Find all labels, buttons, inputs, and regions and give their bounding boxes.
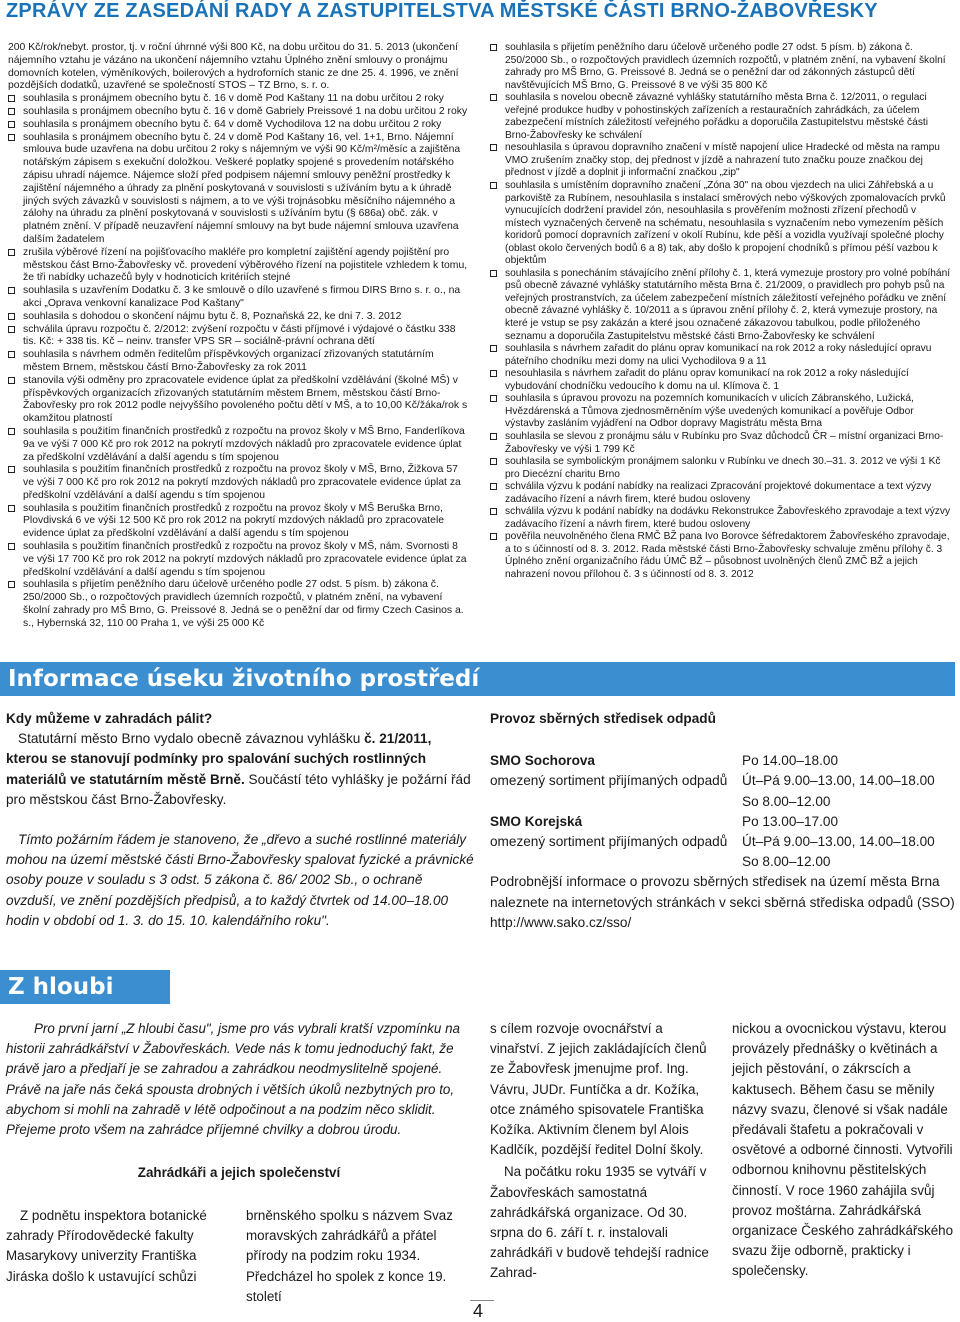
right-resolution-list (490, 42, 954, 582)
right-item-text: souhlasila se slevou z pronájmu sálu v Rubínku pro Svaz důchodců ČR – místní organizaci Brno-Žabovřesky ve výši 1 799 Kč (505, 430, 944, 455)
right-column (490, 42, 954, 582)
left-item-text: zrušila výběrové řízení na pojišťovacího makléře pro kompletní zajištění agendy pojištění pro městskou část Brno-Žabovřesky vč. provedení výběrového řízení na pojistitele vzhledem k tomu, že tři nabídky uchazečů byly v hodnoticích kritériích stejné (23, 246, 468, 284)
smo2-hours-3: So 8.00–12.00 (742, 854, 831, 870)
history-intro: Pro první jarní „Z hloubi času", jsme pro vás vybrali kratší vzpomínku na historii zahrádkářství v Žabovřeskách. Vede nás k tomu jednoduchý fakt, že právě jaro a předjaří je se zahradou a zahrádkou neodmyslitelně spojené. Právě na jaře nás čeká spousta drobných i větších úkolů nezbytných pro to, abychom si mohli na zahradě v létě odpočinout a na podzim něco sklidit. Přejeme proto všem na zahrádce příjemné chvilky a dobrou úrodu. (6, 1021, 460, 1138)
smo1-hours-1: Po 14.00–18.00 (742, 753, 838, 769)
env-banner-text: Informace úseku životního prostředí (8, 666, 480, 692)
left-item (8, 285, 471, 311)
checkbox-bullet-icon (490, 144, 497, 151)
smo2-desc: omezený sortiment přijímaných odpadů (490, 834, 728, 850)
smo2-hours-2: Út–Pá 9.00–13.00, 14.00–18.00 (742, 834, 935, 850)
left-item-text: souhlasila s uzavřením Dodatku č. 3 ke smlouvě o dílo uzavřené s firmou DIRS Brno s. r. o., na akci „Oprava venkovní kanalizace Pod Kaštany" (23, 285, 461, 309)
checkbox-bullet-icon (490, 270, 497, 277)
env-p1-c: Součástí této vyhlášky je požární řád pro městskou část Brno-Žabovřesky. (6, 771, 471, 807)
right-item-text: souhlasila s úpravou provozu na pozemních komunikacích v ulicích Zábranského, Lužická, Hvězdárenská a Tůmova zjednosměrněním výše uvedených komunikací a pověřuje Odbor výstavby zasláním vyjádření na Odbor dopravy Magistrátu města Brna (505, 393, 914, 430)
checkbox-bullet-icon (490, 483, 497, 490)
right-item-text: schválila výzvu k podání nabídky na dodávku Rekonstrukce Žabovřeského zpravodaje a text výzvy zadávacího řízení a návrh firem, které budou osloveny (505, 506, 951, 530)
smo1-name: SMO Sochorova (490, 753, 595, 769)
right-item-text: souhlasila se symbolickým pronájmem salonku v Rubínku ve dnech 30.–31. 3. 2012 ve výši 1 Kč pro Diecézní charitu Brno (505, 456, 941, 480)
checkbox-bullet-icon (490, 395, 497, 402)
left-item (8, 541, 471, 579)
intro-paragraph: 200 Kč/rok/nebyt. prostor, tj. v roční úhrnné výši 800 Kč, na dobu určitou do 31. 5. 2013 (ukončení nájemního vztahu je vázáno na ukončení nájemního vztahu Úplného znění smlouvy o pronájmu domovních kotelen, výměníkových, boilerových a hydroforních stanic ze dne 25. 4. 1996, ve znění pozdějších dodatků, uzavřené se společností STOS – TZ Brno, s. r. o. (8, 42, 459, 92)
env-p1-a: Statutární město Brno vydalo obecně závaznou vyhlášku (18, 731, 365, 747)
right-item (490, 180, 954, 268)
right-item-text: nesouhlasila s návrhem zařadit do plánu oprav komunikací na rok 2012 a roky následující vybudování chodníčku vedoucího k domu na ul. Klímova č. 1 (505, 368, 909, 392)
left-item-text: souhlasila s použitím finančních prostředků z rozpočtu na provoz školy v MŠ Brno, Fanderlíkova 9a ve výši 7 000 Kč pro rok 2012 na pokrytí mzdových nákladů pro zpracovatele evidence úplat za předškolní vzdělávání a další agendu s tím spojenou (23, 425, 465, 463)
right-item-text: souhlasila s umístěním dopravního značení „Zóna 30" na obou vjezdech na ulici Záhřebská a u parkoviště za Rubínem, nesouhlasila s instalací směrových nebo výškových zpomalovacích prvků vynucujících dodržení pravidel zón, nesouhlasila s prověřením možnosti zřízení přechodů v místech vyznačených červeně na schématu, nesouhlasila s vyznačením nebo vymezením pěších koridorů pomocí dopravních zařízení v okolí Rubínu, kde pěší a vozidla využívají společné plochy (oblast okolo červených bodů 6 a 8) tak, aby došlo k propojení chodníků s přímou péší vazbou k objektům (505, 180, 946, 267)
waste-more-info: Podrobnější informace o provozu sběrných středisek na území města Brna naleznete na internetových stránkách v sekci sběrná střediska odpadů (SSO) http://www.sako.cz/sso/ (490, 874, 955, 930)
right-item-text: souhlasila s novelou obecně závazné vyhlášky statutárního města Brna č. 12/2011, o regulaci veřejné produkce hudby v pohostinských zařízeních a restauračních zahrádkách, za účelem zabezpečení místních záležitostí veřejného pořádku a doporučila Zastupitelstvu městské části Brno-Žabovřesky ke schválení (505, 92, 929, 141)
left-item (8, 579, 471, 630)
checkbox-bullet-icon (490, 182, 497, 189)
right-item-text: souhlasila s návrhem zařadit do plánu oprav komunikací na rok 2012 a roky následující opravu páteřního chodníku mezi domy na ulici Vychodilova 9 a 11 (505, 343, 932, 367)
env-left (6, 709, 476, 931)
left-item-text: souhlasila s použitím finančních prostředků z rozpočtu na provoz školy v MŠ, nám. Svornosti 8 ve výši 17 700 Kč pro rok 2012 na pokrytí mzdových nákladů pro zpracovatele evidence úplat za předškolní vzdělávání a další agendu s tím spojenou (23, 541, 467, 578)
smo1-hours-2: Út–Pá 9.00–13.00, 14.00–18.00 (742, 773, 935, 789)
left-item-text: souhlasila s dohodou o skončení nájmu bytu č. 8, Poznaňská 22, ke dni 7. 3. 2012 (23, 310, 402, 322)
smo2-hours-1: Po 13.00–17.00 (742, 813, 838, 829)
left-item (8, 93, 471, 106)
history-col-1: Z podnětu inspektora botanické zahrady Přírodovědecké fakulty Masarykovy univerzity Františka Jiráska došlo k ustavující schůzi (6, 1208, 207, 1284)
env-p1-b: č. 21/2011, kterou se stanovují podmínky pro spalování suchých rostlinných materiálů ve statutárním městě Brně. (6, 731, 432, 787)
left-item-text: souhlasila s použitím finančních prostředků z rozpočtu na provoz školy v MŠ, Brno, Žižkova 57 ve výši 7 000 Kč pro rok 2012 na pokrytí mzdových nákladů pro zpracovatele evidence úplat za předškolní vzdělávání a další agendu s tím spojenou (23, 464, 461, 501)
env-paragraph-2: Tímto požárním řádem je stanoveno, že „dřevo a suché rostlinné materiály mohou na území městské části Brno-Žabovřesky spalovat fyzické a právnické osoby pouze v souladu s 3 odst. 5 zákona č. 86/ 2002 Sb., o ochraně ovzduší, ve znění pozdějších předpisů, a to každý čtvrtek od 14.00–18.00 hodin v období od 1. 3. do 15. 10. kalendářního roku". (6, 832, 474, 928)
right-item (490, 42, 954, 92)
checkbox-bullet-icon (490, 433, 497, 440)
env-right (490, 709, 956, 933)
checkbox-bullet-icon (8, 108, 15, 115)
env-paragraph-1 (6, 729, 476, 810)
left-item (8, 119, 471, 132)
env-banner (0, 662, 955, 696)
right-item-text: nesouhlasila s úpravou dopravního značení v místě napojení ulice Hradecké od města na rampu VMO zrušením značky stop, dej přednost v jízdě a nahrazení tuto značku pouze značkou dej přednost v jízdě a doplnit ji informační značkou „zip" (505, 142, 940, 179)
checkbox-bullet-icon (8, 581, 15, 588)
right-item (490, 481, 954, 506)
right-item (490, 368, 954, 393)
left-item (8, 311, 471, 324)
history-banner (0, 970, 170, 1034)
left-item (8, 132, 471, 247)
left-item-text: stanovila výši odměny pro zpracovatele evidence úplat za předškolní vzdělávání (školné MŠ) v příspěvkových organizacích zřizovaných statutárním městem Brnem, městskou částí Brno-Žabovřesky pro rok 2012 podle nejvyššího povoleného počtu dětí v MŠ, a to 10,00 Kč/žáka/rok s okamžitou platností (23, 374, 468, 425)
checkbox-bullet-icon (8, 351, 15, 358)
checkbox-bullet-icon (8, 313, 15, 320)
waste-title: Provoz sběrných středisek odpadů (490, 711, 716, 726)
env-question-title: Kdy můžeme v zahradách pálit? (6, 711, 213, 726)
history-col-3 (490, 1019, 712, 1284)
left-item-text: schválila úpravu rozpočtu č. 2/2012: zvýšení rozpočtu v části příjmové i výdajové o částku 338 tis. Kč: + 338 tis. Kč – neinv. transfer VPS SR – sociálně-právní ochrana dětí (23, 323, 456, 348)
left-column (8, 42, 471, 631)
left-item (8, 349, 471, 375)
checkbox-bullet-icon (8, 543, 15, 550)
left-item (8, 247, 471, 285)
left-item-text: souhlasila s použitím finančních prostředků z rozpočtu na provoz školy v MŠ Beruška Brno, Plovdivská 6 ve výši 12 500 Kč pro rok 2012 na pokrytí mzdových nákladů pro zpracovatele evidence úplat za předškolní vzdělávání a další agendu s tím spojenou (23, 502, 445, 540)
checkbox-bullet-icon (8, 326, 15, 333)
right-item (490, 142, 954, 180)
left-item (8, 375, 471, 426)
history-banner-text: Z hloubi času (8, 974, 114, 1034)
right-item-text: souhlasila s ponecháním stávajícího znění přílohy č. 1, která vymezuje prostory pro volné pobíhání psů obecně závazné vyhlášky statutárního města Brna č. 21/2009, o pravidlech pro pohyb psů na veřejných prostranstvích, za účelem zabezpečení místních záležitostí veřejného pořádku ve znění obecně závazné vyhlášky č. 10/2011 a s úpravou znění přílohy č. 2, která vymezuje prostory, na které je vstup se psy zakázán a které jsou označené zákazovou tabulkou, podle přiloženého seznamu a doporučila Zastupitelstvu městské části Brno-Žabovřesky ke schválení (505, 267, 951, 342)
checkbox-bullet-icon (8, 287, 15, 294)
page-number: 4 (473, 1301, 484, 1321)
right-item (490, 531, 954, 581)
checkbox-bullet-icon (490, 345, 497, 352)
checkbox-bullet-icon (490, 508, 497, 515)
smo1-hours-3: So 8.00–12.00 (742, 793, 831, 809)
right-item (490, 92, 954, 142)
checkbox-bullet-icon (490, 44, 497, 51)
left-item (8, 324, 471, 350)
right-item (490, 456, 954, 481)
checkbox-bullet-icon (8, 428, 15, 435)
left-item-text: souhlasila s pronájmem obecního bytu č. 16 v domě Pod Kaštany 11 na dobu určitou 2 roky (23, 93, 444, 105)
checkbox-bullet-icon (8, 466, 15, 473)
checkbox-bullet-icon (8, 505, 15, 512)
left-item-text: souhlasila s pronájmem obecního bytu č. 24 v domě Pod Kaštany 16, vel. 1+1, Brno. Nájemní smlouva bude uzavřena na dobu určitou 2 roky s nájemným ve výši 90 Kč/m²/měsíc a zajištěna notářským zápisem s exekuční doložkou. Veškeré poplatky spojené s provedením notářského zápisu uhradí nájemce. Nájemce složí před podpisem nájemní smlouvy peněžní prostředky k zajištění nájemného a úhrady za plnění poskytovaná v souvislosti s užíváním bytu a k úhradě jiných svých závazků v souvislosti s nájmem, a to ve výši trojnásobku měsíčního nájemného a zálohy na úhradu za plnění poskytovaná v souvislosti s užíváním bytu (§ 686a) obč. zák. v platném znění. V případě neuzavření nájemní smlouvy na byt bude nájemní smlouva uzavřena dalším žadatelem (23, 131, 461, 245)
right-item (490, 268, 954, 343)
left-item-text: souhlasila s přijetím peněžního daru účelově určeného podle 27 odst. 5 písm. b) zákona č. 250/2000 Sb., o rozpočtových pravidlech územních rozpočtů, v platném znění, na vybavení školní zahrady pro MŠ Brno, G. Preissové 8. Jedná se o peněžní dar od firmy Czech Casinos a. s., Hybernská 32, 110 00 Praha 1, ve výši 25 000 Kč (23, 579, 464, 629)
waste-hours-table (490, 751, 956, 872)
checkbox-bullet-icon (8, 249, 15, 256)
checkbox-bullet-icon (8, 134, 15, 141)
checkbox-bullet-icon (8, 95, 15, 102)
history-col-2: brněnského spolku s názvem Svaz moravských zahrádkářů a přátel přírody na podzim roku 1934. Předcházel ho spolek z konce 19. století (246, 1208, 453, 1304)
left-item-text: souhlasila s pronájmem obecního bytu č. 64 v domě Vychodilova 12 na dobu určitou 2 roky (23, 118, 442, 130)
left-item (8, 503, 471, 541)
page-title: ZPRÁVY ZE ZASEDÁNÍ RADY A ZASTUPITELSTVA MĚSTSKÉ ČÁSTI BRNO-ŽABOVŘESKY (6, 0, 878, 22)
right-item (490, 393, 954, 431)
left-item (8, 426, 471, 464)
history-col-3b: Na počátku roku 1935 se vytváří v Žabovřeskách samostatná zahrádkářská organizace. Od 30. srpna do 6. září t. r. instalovali zahrádkáři v budově tehdejší radnice Zahrad- (490, 1164, 709, 1281)
right-item (490, 506, 954, 531)
left-item (8, 464, 471, 502)
history-col-4: nickou a ovocnickou výstavu, kterou provázely přednášky o květinách a jejich pěstování, o zákrscích a kaktusech. Během času se měnily názvy svazu, členové si však nadále předávali štafetu a pokračovali v osvětové a odborné činnosti. Vytvořili odbornou knihovnu pěstitelských činností. V roce 1960 zahájila svůj provoz moštárna. Zahrádkářská organizace Českého zahrádkářského svazu žije odborně, prakticky i společensky. (732, 1021, 954, 1279)
right-item-text: schválila výzvu k podání nabídky na realizaci Zpracování projektové dokumentace a text výzvy zadávacího řízení a návrh firem, které budou osloveny (505, 481, 932, 505)
checkbox-bullet-icon (490, 458, 497, 465)
history-col-3a: s cílem rozvoje ovocnářství a vinařství. Z jejich zakládajících členů ze Žabovřesk jmenujme prof. Ing. Vávru, JUDr. Funtíčka a dr. Kožíka, otce známého spisovatele Františka Kožíka. Aktivním členem byl Alois Kadlčík, pozdější ředitel Dolní školy. (490, 1021, 707, 1158)
right-item (490, 343, 954, 368)
history-subtitle: Zahrádkáři a jejich společenství (137, 1165, 341, 1180)
checkbox-bullet-icon (490, 370, 497, 377)
left-item-text: souhlasila s pronájmem obecního bytu č. 16 v domě Gabriely Preissové 1 na dobu určitou 2 roky (23, 105, 468, 117)
checkbox-bullet-icon (8, 121, 15, 128)
right-item-text: pověřila neuvolněného člena RMČ BŽ pana Ivo Borovce šéfredaktorem Žabovřeského zpravodaje, a to s účinností od 8. 3. 2012. Rada městské části Brno-Žabovřesky schvaluje změnu přílohy č. 3 Úplného znění organizačního řádu ÚMČ BŽ – působnost uvolněných členů ZMČ BŽ a jejich nahrazení novou přílohou č. 3 s účinností od 8. 3. 2012 (505, 531, 950, 580)
left-item-text: souhlasila s návrhem odměn ředitelům příspěvkových organizací zřizovaných statutárním městem Brnem, městskou částí Brno-Žabovřesky za rok 2011 (23, 349, 434, 373)
right-item (490, 431, 954, 456)
checkbox-bullet-icon (490, 94, 497, 101)
left-item (8, 106, 471, 119)
checkbox-bullet-icon (490, 533, 497, 540)
right-item-text: souhlasila s přijetím peněžního daru účelově určeného podle 27 odst. 5 písm. b) zákona č. 250/2000 Sb., o rozpočtových pravidlech územních rozpočtů, v platném znění, na vybavení školní zahrady pro MŠ Brno, G. Preissové 8. Jedná se o peněžní dar od zákonných zástupců dětí navštěvujících MŠ Brno, G. Preissové 8 ve výši 35 800 Kč (505, 42, 946, 91)
smo1-desc: omezený sortiment přijímaných odpadů (490, 773, 728, 789)
left-resolution-list (8, 93, 471, 630)
smo2-name: SMO Korejská (490, 813, 583, 829)
checkbox-bullet-icon (8, 377, 15, 384)
